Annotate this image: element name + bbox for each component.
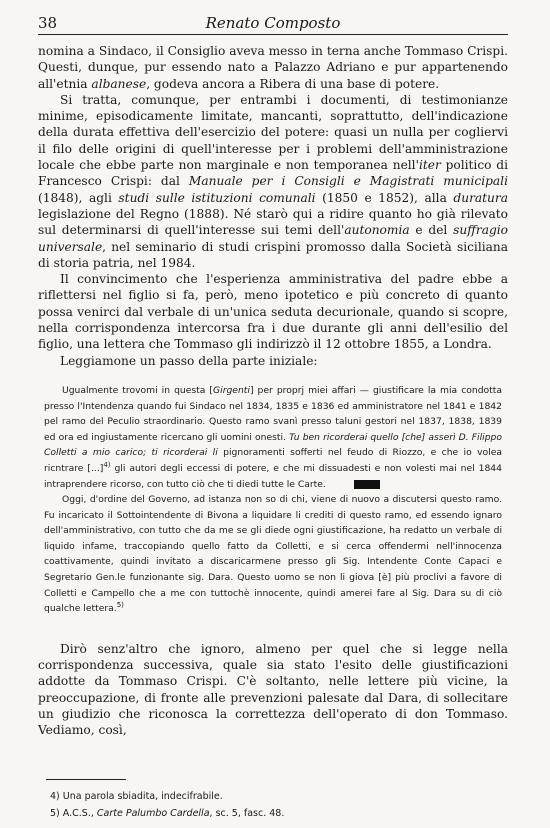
text-run: (1850 e 1852), alla (315, 190, 454, 205)
block-quote (44, 383, 502, 617)
text-run: e del (409, 223, 454, 238)
page (38, 10, 508, 822)
text-run: suffragio universale (38, 223, 508, 254)
paragraph (38, 353, 508, 369)
text-run: gli autori degli eccessi di potere, e che mi dissuadesti e non volesti mai nel 1844 intraprendere ricorso, con tutto ciò che ti diedi tutte le Carte. (44, 462, 502, 490)
text-run: A.C.S., (62, 807, 97, 819)
running-title: Renato Composto (205, 14, 341, 32)
footnote-text (63, 808, 285, 819)
text-run: autonomia (344, 223, 410, 238)
paragraph (38, 271, 508, 352)
text-run: Oggi, d'ordine del Governo, ad istanza non so di chi, viene di nuovo a discutersi questo ramo. Fu incaricato il Sottointendente di Bivona a liquidare li crediti di questo ramo, ed essendo ignaro dell'amministrativo, con tutto che da me se gli diede ogni giustificazione, ha redatto un verbale di liquido infame, traccopiando quello fatto da Colletti, e si cerca offendermi nell'innocenza coattivamente, quindi invitato a discaricarmene presso gli Sig. Intendente Conte Capaci e Segretario Gen.le funzionante sig. Dara. Questo uomo se non li giova [è] più proclivi a favore di Colletti e Campello che a me con tuttochè innocente, quindi amerei fare al Sig. Dara su di ciò qualche lettera. (44, 494, 502, 615)
text-run: , sc. 5, fasc. 48. (209, 807, 285, 819)
text-run: studi sulle istituzioni comunali (118, 190, 316, 205)
footnote-mark: 5) (50, 807, 60, 819)
footnote-mark: 4) (50, 790, 60, 802)
text-run: Si tratta, comunque, per entrambi i documenti, di testimonianze minime, episodicamente limitate, mancanti, soprattutto, dell'indicazione della durata effettiva dell'esercizio del potere: quasi un nulla per cogliervi il filo delle origini di quell'interesse per i problemi dell'amministrazione locale che ebbe parte non marginale e non temporanea nell' (38, 92, 508, 173)
footnote-ref: 5) (116, 601, 124, 610)
text-run: Leggiamone un passo della parte iniziale: (60, 353, 318, 368)
paragraph (38, 92, 508, 271)
running-head (38, 10, 508, 35)
text-run: Carte Palumbo Cardella (96, 807, 210, 819)
text-run: duratura (453, 190, 509, 205)
body-text (38, 43, 508, 369)
footnote (50, 788, 508, 805)
footnote-rule (46, 779, 126, 780)
text-run: Tu ben ricorderai quello [che] asserì D. Filippo Colletti a mio carico; ti ricorderai li (44, 431, 502, 459)
text-run: iter (418, 158, 441, 173)
footnote-text (63, 791, 223, 802)
paragraph (38, 641, 508, 739)
text-run: Una parola sbiadita, indecifrabile. (62, 790, 223, 802)
redaction-mark (354, 480, 380, 489)
text-run: Girgenti (213, 384, 250, 396)
footnote (50, 805, 508, 822)
text-run: nomina a Sindaco, il Consiglio aveva messo in terna anche Tommaso Crispi. Questi, dunque, pur essendo nato a Palazzo Adriano e pur appartenendo all'etnia (38, 44, 508, 91)
paragraph (38, 43, 508, 92)
text-run: Manuale per i Consigli e Magistrati municipali (188, 174, 508, 189)
text-run: ] per proprj miei affari — giustificare la mia condotta presso l'Intendenza quando fui Sindaco nel 1834, 1835 e 1836 ed amministratore nel 1841 e 1842 pel ramo del Peculio straordinario. Questo ramo svanì presso taluni gestori nel 1837, 1838, 1839 ed ora ed ingiustamente ricercano gli uomini onesti. (44, 384, 502, 443)
text-run: (1848), agli (38, 190, 119, 205)
text-run: Il convincimento che l'esperienza amministrativa del padre ebbe a riflettersi nel figlio si fa, però, meno ipotetico e più concreto di quanto possa venirci dal verbale di un'unica seduta decurionale, quando si scopre, nella corrispondenza intercorsa fra i due durante gli anni dell'esilio del figlio, una lettera che Tommaso gli indirizzò il 12 ottobre 1855, a Londra. (38, 272, 508, 352)
text-run: albanese (91, 76, 147, 91)
footnote-ref: 4) (103, 460, 111, 469)
text-run: , nel seminario di studi crispini promosso dalla Società siciliana di storia patria, nel 1984. (38, 239, 508, 270)
page-number: 38 (38, 14, 58, 32)
text-run: Dirò senz'altro che ignoro, almeno per quel che si legge nella corrispondenza successiva, quale sia stato l'esito delle giustificazioni addotte da Tommaso Crispi. C'è soltanto, nelle lettere più vicine, la preoccupazione, di fronte alle prevenzioni palesate dal Dara, di sollecitare un giudizio che riconosca la correttezza dell'operato di don Tommaso. Vediamo, così, (38, 641, 508, 738)
text-run: Ugualmente trovomi in questa [ (62, 384, 214, 396)
quote-paragraph (44, 383, 502, 492)
body-text-continued (38, 641, 508, 739)
text-run: politico di Francesco Crispi: dal (38, 158, 508, 189)
text-run: pignoramenti sofferti nel feudo di Riozzo, e che io volea ricntrare [...] (44, 447, 502, 474)
quote-paragraph (44, 492, 502, 617)
text-run: legislazione del Regno (1888). Né starò qui a ridire quanto ho già rilevato sul determinarsi di quell'interesse sui temi dell' (38, 206, 508, 238)
text-run: , godeva ancora a Ribera di una base di potere. (146, 76, 440, 91)
